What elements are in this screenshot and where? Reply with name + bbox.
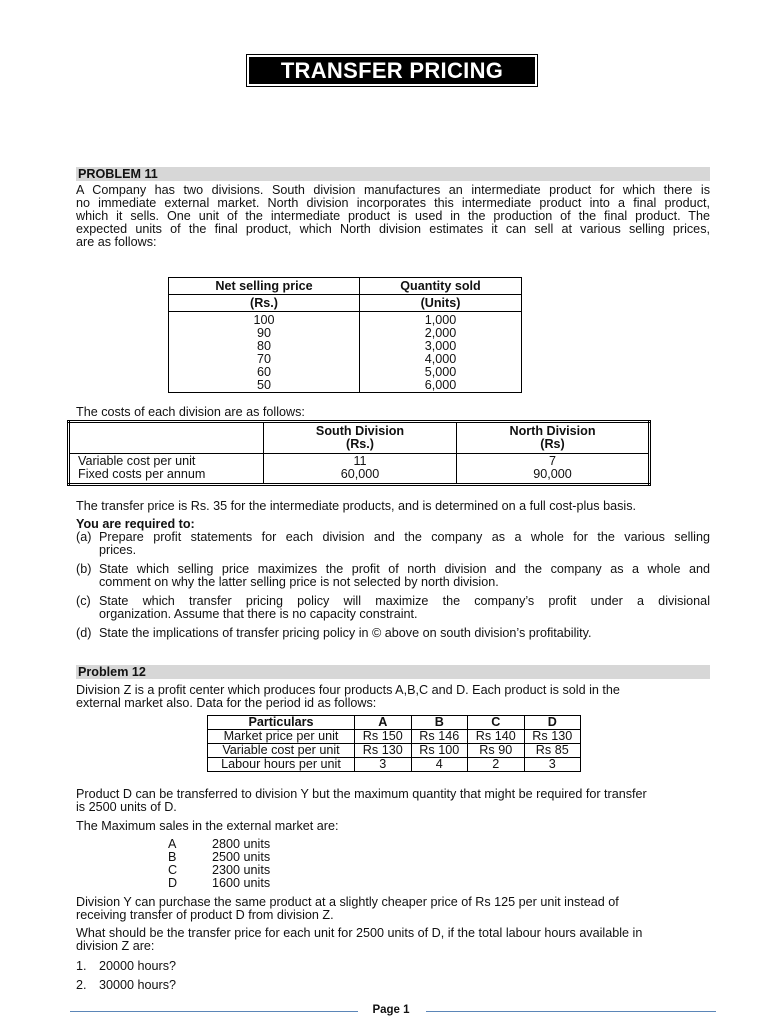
footer-rule-left <box>70 1011 358 1012</box>
list-line: State which transfer pricing policy will maximize the company’s profit under a divisional <box>99 594 710 608</box>
table-cell: 90,000 <box>533 467 572 481</box>
list-label: 2. <box>76 978 87 992</box>
requirement-a <box>76 531 710 557</box>
para-line: Division Y can purchase the same product at a slightly cheaper price of Rs 125 per unit instead of <box>76 895 619 909</box>
product-units: 2500 units <box>212 850 271 864</box>
table-cell: 6,000 <box>424 378 457 392</box>
list-label: 1. <box>76 959 87 973</box>
transfer-note: The transfer price is Rs. 35 for the intermediate products, and is determined on a full cost-plus basis. <box>76 499 636 513</box>
max-sales-intro: The Maximum sales in the external market are: <box>76 819 339 833</box>
problem-11-intro <box>76 184 710 249</box>
table-row <box>69 454 650 485</box>
list-text <box>99 595 710 621</box>
page-number: Page 1 <box>372 1004 410 1016</box>
column-unit: (Units) <box>360 295 522 312</box>
table-cell: 90 <box>256 326 271 340</box>
table-cell: 60 <box>256 365 271 379</box>
requirement-d <box>76 627 710 640</box>
table-cell: Rs 140 <box>468 730 525 744</box>
list-line: Prepare profit statements for each division and the company as a whole for the various selling <box>99 530 710 544</box>
table-cell: Variable cost per unit <box>78 454 196 468</box>
intro-line: no immediate external market. North division incorporates this intermediate product into a final product, <box>76 196 710 210</box>
table-cell: 1,000 <box>424 313 457 327</box>
blank-header-cell <box>69 422 264 454</box>
table-cell: 7 <box>548 454 556 468</box>
option-1 <box>76 960 710 973</box>
division-costs-table <box>67 420 651 486</box>
requirement-c <box>76 595 710 621</box>
table-unit-row <box>169 295 522 312</box>
product-label: B <box>168 850 177 864</box>
list-text <box>99 563 710 589</box>
product-label: D <box>168 876 178 890</box>
column-header: Particulars <box>208 716 355 730</box>
table-cell: Rs 146 <box>411 730 468 744</box>
table-header-row <box>169 278 522 295</box>
price-list <box>169 312 360 393</box>
intro-line: A Company has two divisions. South division manufactures an intermediate product for which there is <box>76 183 710 197</box>
list-text <box>99 531 710 557</box>
row-labels <box>69 454 264 485</box>
product-label: C <box>168 863 178 877</box>
table-cell: 5,000 <box>424 365 457 379</box>
list-line: comment on why the latter selling price is not selected by north division. <box>99 575 499 589</box>
footer-rule-right <box>426 1011 716 1012</box>
table-cell: 2 <box>468 758 525 772</box>
north-division-header <box>457 422 650 454</box>
list-line: State the implications of transfer pricing policy in © above on south division’s profitability. <box>99 626 592 640</box>
question-paragraph <box>76 927 710 953</box>
table-row <box>208 730 581 744</box>
intro-line: expected units of the final product, which North division estimates it can sell at various selling prices, <box>76 222 710 236</box>
max-sales-list <box>168 838 308 890</box>
column-unit: (Rs) <box>540 437 565 451</box>
table-row <box>208 758 581 772</box>
title-box <box>246 54 538 87</box>
table-cell: Rs 130 <box>355 744 412 758</box>
table-cell: 60,000 <box>340 467 380 481</box>
intro-line: external market also. Data for the period id as follows: <box>76 696 377 710</box>
table-cell: Rs 130 <box>524 730 581 744</box>
table-cell: Rs 100 <box>411 744 468 758</box>
product-label: A <box>168 837 177 851</box>
table-cell: 3,000 <box>424 339 457 353</box>
column-unit: (Rs.) <box>346 437 374 451</box>
problem-11-heading: PROBLEM 11 <box>76 167 710 181</box>
costs-intro: The costs of each division are as follows: <box>76 405 305 419</box>
table-cell: Labour hours per unit <box>208 758 355 772</box>
table-cell: 11 <box>353 454 367 468</box>
north-values <box>457 454 650 485</box>
south-division-header <box>264 422 457 454</box>
para-line: is 2500 units of D. <box>76 800 177 814</box>
list-text <box>99 979 710 992</box>
intro-line: are as follows: <box>76 235 157 249</box>
list-label: (b) <box>76 562 92 576</box>
column-header: B <box>411 716 468 730</box>
table-cell: 100 <box>253 313 275 327</box>
list-label: (a) <box>76 530 92 544</box>
problem-12-intro <box>76 684 710 710</box>
column-header: South Division <box>315 424 405 438</box>
list-text <box>99 960 710 973</box>
column-header: North Division <box>509 424 596 438</box>
column-header: D <box>524 716 581 730</box>
list-line: State which selling price maximizes the profit of north division and the company as a whole and <box>99 562 710 576</box>
column-header: C <box>468 716 525 730</box>
quantity-list <box>360 312 522 393</box>
para-line: receiving transfer of product D from division Z. <box>76 908 334 922</box>
table-cell: 80 <box>256 339 271 353</box>
south-values <box>264 454 457 485</box>
requirement-b <box>76 563 710 589</box>
column-header: Quantity sold <box>360 278 522 295</box>
purchase-paragraph <box>76 896 710 922</box>
table-cell: Variable cost per unit <box>208 744 355 758</box>
para-line: division Z are: <box>76 939 155 953</box>
table-cell: 70 <box>256 352 271 366</box>
table-cell: 3 <box>355 758 412 772</box>
table-header-row <box>69 422 650 454</box>
table-cell: 50 <box>256 378 271 392</box>
column-unit: (Rs.) <box>169 295 360 312</box>
table-cell: Market price per unit <box>208 730 355 744</box>
table-cell: Rs 90 <box>468 744 525 758</box>
column-header: Net selling price <box>169 278 360 295</box>
list-text <box>99 627 710 640</box>
list-line: organization. Assume that there is no capacity constraint. <box>99 607 418 621</box>
option-2 <box>76 979 710 992</box>
table-cell: Rs 85 <box>524 744 581 758</box>
product-units: 1600 units <box>212 876 271 890</box>
para-line: Product D can be transferred to division Y but the maximum quantity that might be required for transfer <box>76 787 647 801</box>
table-cell: 3 <box>524 758 581 772</box>
table-row <box>208 744 581 758</box>
table-cell: Rs 150 <box>355 730 412 744</box>
product-units: 2800 units <box>212 837 271 851</box>
table-cell: Fixed costs per annum <box>78 467 206 481</box>
list-line: prices. <box>99 543 137 557</box>
required-heading: You are required to: <box>76 517 195 531</box>
table-cell: 4 <box>411 758 468 772</box>
list-line: 30000 hours? <box>99 978 177 992</box>
column-header: A <box>355 716 412 730</box>
products-table <box>207 715 581 772</box>
table-cell: 2,000 <box>424 326 457 340</box>
table-row <box>169 312 522 393</box>
transfer-paragraph <box>76 788 710 814</box>
list-label: (d) <box>76 626 92 640</box>
para-line: What should be the transfer price for each unit for 2500 units of D, if the total labour hours available in <box>76 926 643 940</box>
table-cell: 4,000 <box>424 352 457 366</box>
intro-line: which it sells. One unit of the intermediate product is used in the production of the final product. The <box>76 209 710 223</box>
selling-price-table <box>168 277 522 393</box>
page-title: TRANSFER PRICING <box>249 57 535 84</box>
list-item <box>168 877 308 890</box>
table-header-row <box>208 716 581 730</box>
product-units: 2300 units <box>212 863 271 877</box>
problem-12-heading: Problem 12 <box>76 665 710 679</box>
list-label: (c) <box>76 594 91 608</box>
list-line: 20000 hours? <box>99 959 177 973</box>
intro-line: Division Z is a profit center which produces four products A,B,C and D. Each product is sold in the <box>76 683 620 697</box>
